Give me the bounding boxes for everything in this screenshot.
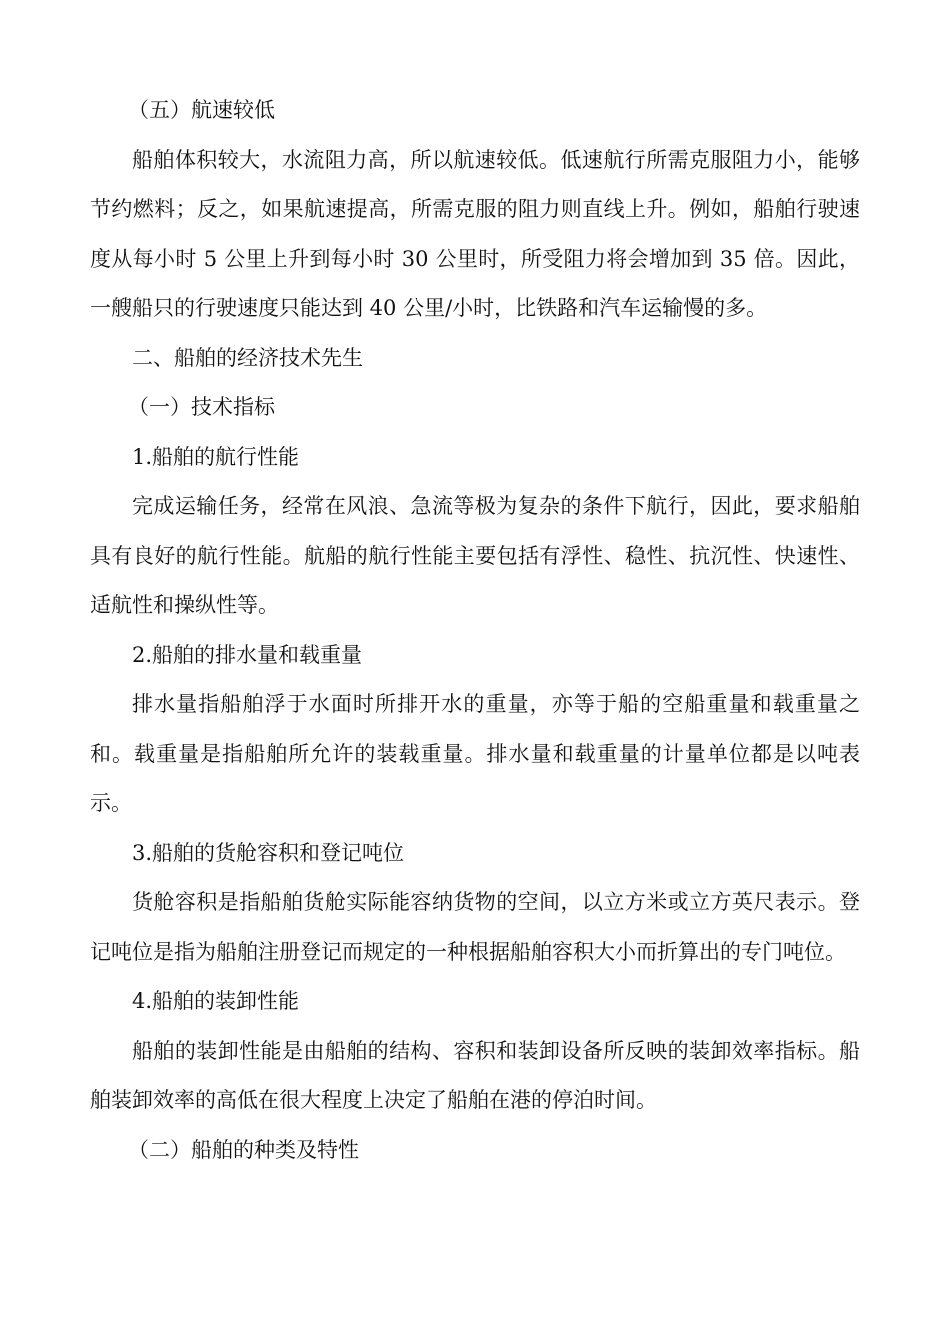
- paragraph-displacement-deadweight: 排水量指船舶浮于水面时所排开水的重量，亦等于船的空船重量和载重量之和。载重量是指船舶所允许的装载重量。排水量和载重量的计量单位都是以吨表示。: [90, 692, 860, 815]
- subheading-cargo-capacity-tonnage: 3.船舶的货舱容积和登记吨位: [132, 840, 405, 865]
- subheading-loading-performance: 4.船舶的装卸性能: [132, 989, 300, 1013]
- document-page: [90, 86, 860, 1175]
- paragraph-navigation-performance: 完成运输任务，经常在风浪、急流等极为复杂的条件下航行，因此，要求船舶具有良好的航行性能。航船的航行性能主要包括有浮性、稳性、抗沉性、快速性、适航性和操纵性等。: [90, 494, 860, 617]
- section-heading-technical-indicators: （一）技术指标: [128, 395, 275, 419]
- paragraph-low-speed: 船舶体积较大，水流阻力高，所以航速较低。低速航行所需克服阻力小，能够节约燃料；反之，如果航速提高，所需克服的阻力则直线上升。例如，船舶行驶速度从每小时 5 公里上升到每小时 30 公里时，所受阻力将会增加到 35 倍。因此，一艘船只的行驶速度只能达到 40 公里/小时，比铁路和汽车运输慢的多。: [90, 147, 860, 320]
- chapter-heading-economic-technical: 二、船舶的经济技术先生: [132, 345, 363, 370]
- section-heading-ship-types: （二）船舶的种类及特性: [128, 1137, 359, 1162]
- subheading-navigation-performance: 1.船舶的航行性能: [132, 444, 300, 469]
- subheading-displacement-deadweight: 2.船舶的排水量和载重量: [132, 642, 363, 667]
- paragraph-cargo-capacity-tonnage: 货舱容积是指船舶货舱实际能容纳货物的空间，以立方米或立方英尺表示。登记吨位是指为船舶注册登记而规定的一种根据船舶容积大小而折算出的专门吨位。: [90, 890, 860, 964]
- section-heading-low-speed: （五）航速较低: [128, 98, 275, 122]
- paragraph-loading-performance: 船舶的装卸性能是由船舶的结构、容积和装卸设备所反映的装卸效率指标。船舶装卸效率的高低在很大程度上决定了船舶在港的停泊时间。: [90, 1038, 860, 1112]
